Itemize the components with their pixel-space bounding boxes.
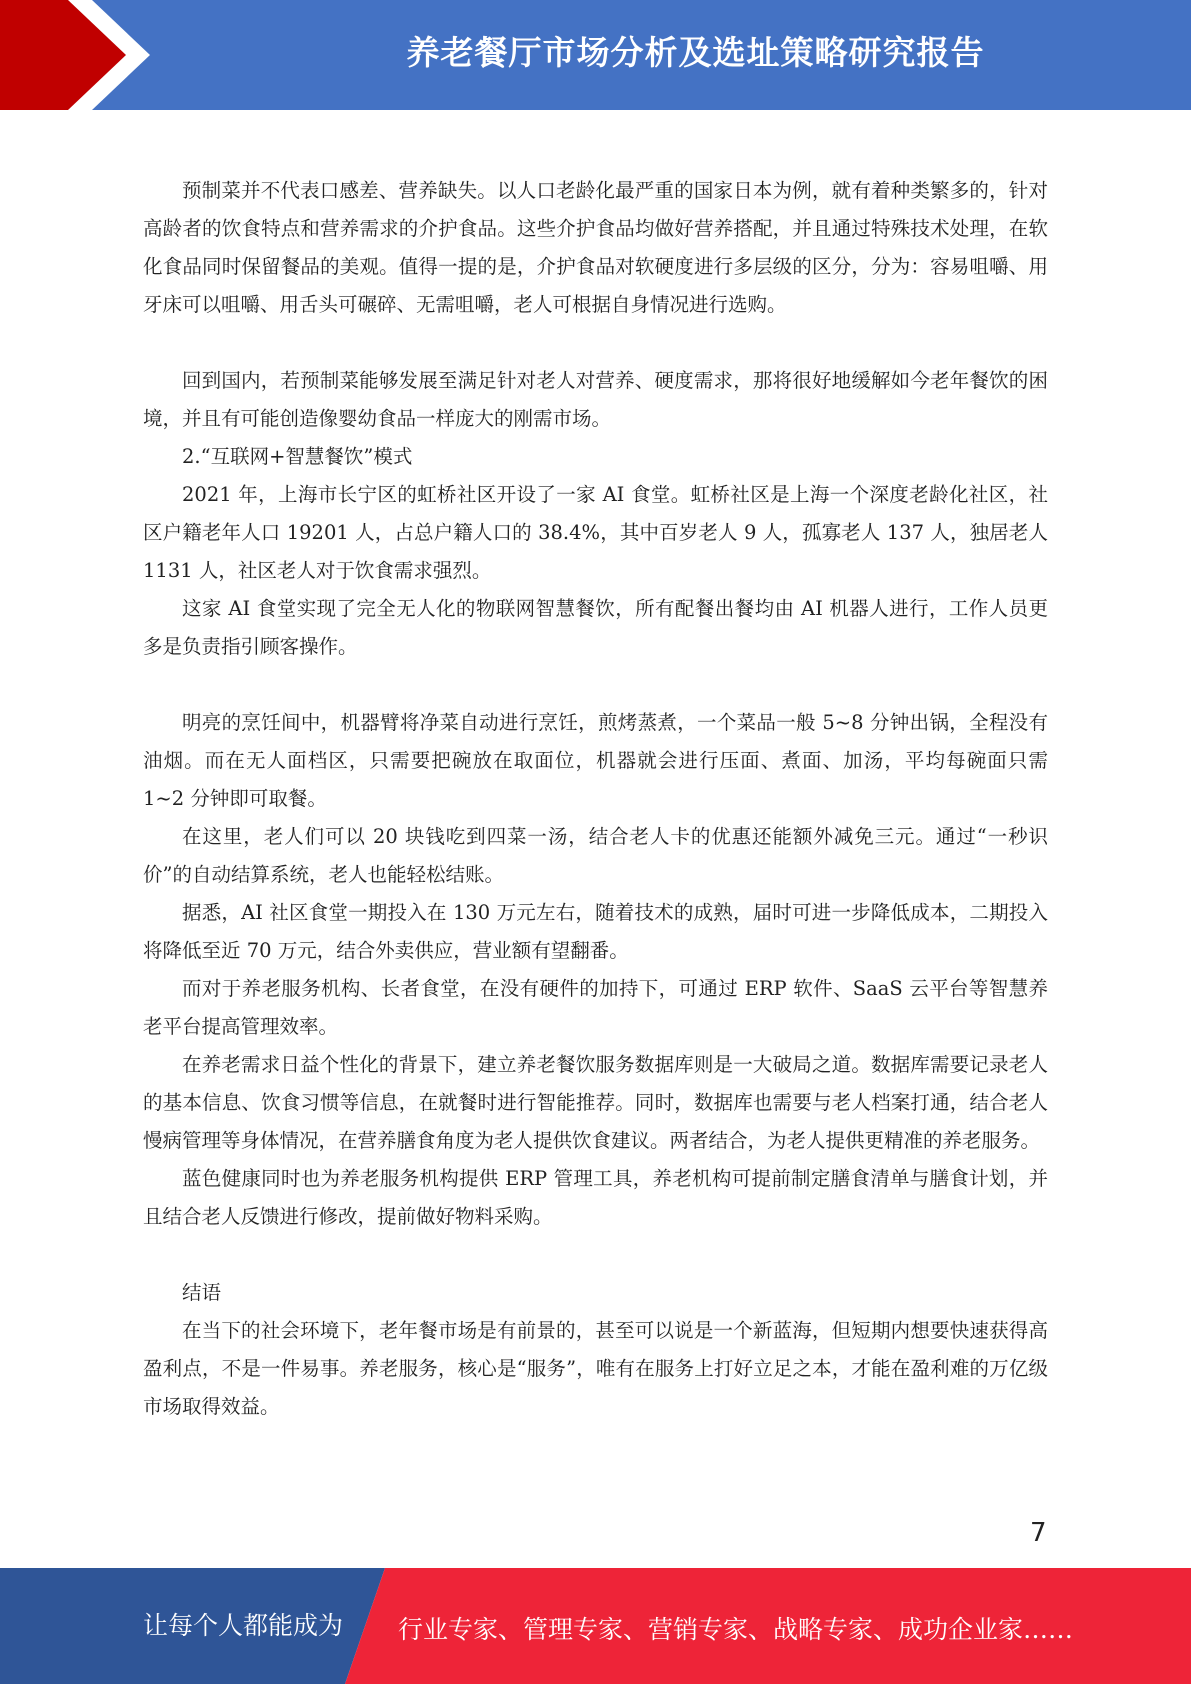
paragraph: 蓝色健康同时也为养老服务机构提供 ERP 管理工具，养老机构可提前制定膳食清单与膳食计划，并且结合老人反馈进行修改，提前做好物料采购。 bbox=[143, 1167, 1048, 1228]
paragraph: 这家 AI 食堂实现了完全无人化的物联网智慧餐饮，所有配餐出餐均由 AI 机器人进行，工作人员更多是负责指引顾客操作。 bbox=[143, 597, 1048, 658]
section-heading: 2.“互联网+智慧餐饮”模式 bbox=[182, 445, 413, 468]
footer-banner bbox=[0, 1568, 1191, 1684]
paragraph: 在这里，老人们可以 20 块钱吃到四菜一汤，结合老人卡的优惠还能额外减免三元。通过“一秒识价”的自动结算系统，老人也能轻松结账。 bbox=[143, 825, 1048, 886]
footer-slogan-left: 让每个人都能成为 bbox=[143, 1611, 344, 1640]
section-heading: 结语 bbox=[182, 1281, 222, 1304]
paragraph: 回到国内，若预制菜能够发展至满足针对老人对营养、硬度需求，那将很好地缓解如今老年餐饮的困境，并且有可能创造像婴幼食品一样庞大的刚需市场。 bbox=[143, 369, 1048, 430]
document-body bbox=[143, 172, 1048, 1426]
paragraph: 在养老需求日益个性化的背景下，建立养老餐饮服务数据库则是一大破局之道。数据库需要记录老人的基本信息、饮食习惯等信息，在就餐时进行智能推荐。同时，数据库也需要与老人档案打通，结合老人慢病管理等身体情况，在营养膳食角度为老人提供饮食建议。两者结合，为老人提供更精准的养老服务。 bbox=[143, 1053, 1048, 1152]
paragraph: 2021 年，上海市长宁区的虹桥社区开设了一家 AI 食堂。虹桥社区是上海一个深度老龄化社区，社区户籍老年人口 19201 人，占总户籍人口的 38.4%，其中百岁老人 9 人，孤寡老人 137 人，独居老人 1131 人，社区老人对于饮食需求强烈。 bbox=[143, 483, 1048, 582]
page-number: 7 bbox=[1030, 1518, 1047, 1548]
header-bar bbox=[0, 0, 1191, 110]
report-title: 养老餐厅市场分析及选址策略研究报告 bbox=[406, 33, 985, 72]
paragraph: 明亮的烹饪间中，机器臂将净菜自动进行烹饪，煎烤蒸煮，一个菜品一般 5~8 分钟出锅，全程没有油烟。而在无人面档区，只需要把碗放在取面位，机器就会进行压面、煮面、加汤，平均每碗面只需 1~2 分钟即可取餐。 bbox=[143, 711, 1048, 810]
footer-slogan-right: 行业专家、管理专家、营销专家、战略专家、成功企业家…… bbox=[398, 1615, 1074, 1644]
header-arrow-icon bbox=[0, 0, 150, 110]
paragraph: 据悉，AI 社区食堂一期投入在 130 万元左右，随着技术的成熟，届时可进一步降低成本，二期投入将降低至近 70 万元，结合外卖供应，营业额有望翻番。 bbox=[143, 901, 1048, 962]
paragraph: 预制菜并不代表口感差、营养缺失。以人口老龄化最严重的国家日本为例，就有着种类繁多的，针对高龄者的饮食特点和营养需求的介护食品。这些介护食品均做好营养搭配，并且通过特殊技术处理，在软化食品同时保留餐品的美观。值得一提的是，介护食品对软硬度进行多层级的区分，分为：容易咀嚼、用牙床可以咀嚼、用舌头可碾碎、无需咀嚼，老人可根据自身情况进行选购。 bbox=[143, 179, 1048, 316]
paragraph: 而对于养老服务机构、长者食堂，在没有硬件的加持下，可通过 ERP 软件、SaaS 云平台等智慧养老平台提高管理效率。 bbox=[143, 977, 1048, 1038]
paragraph: 在当下的社会环境下，老年餐市场是有前景的，甚至可以说是一个新蓝海，但短期内想要快速获得高盈利点，不是一件易事。养老服务，核心是“服务”，唯有在服务上打好立足之本，才能在盈利难的万亿级市场取得效益。 bbox=[143, 1319, 1048, 1418]
